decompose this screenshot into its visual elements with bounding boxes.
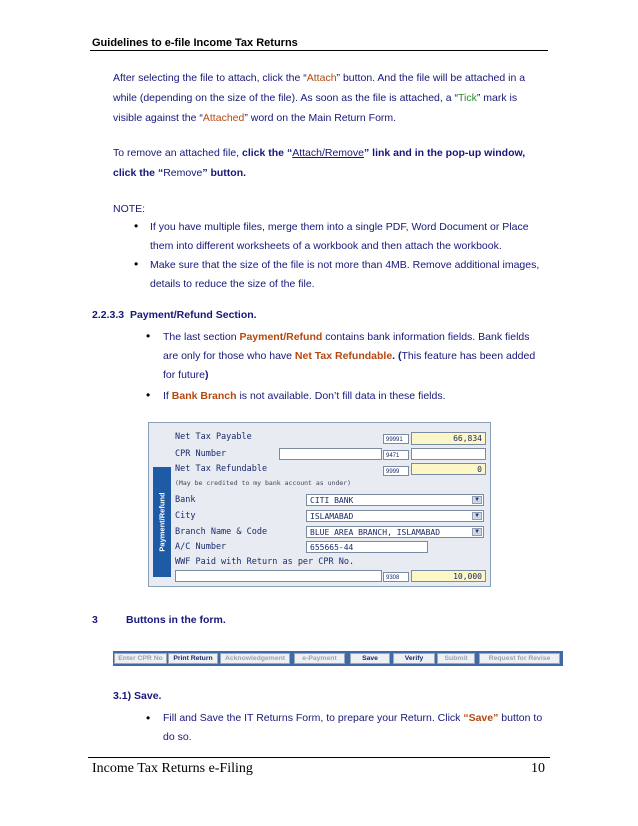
section-bullet1-line2: are only for those who have Net Tax Refundable. (This feature has been added xyxy=(163,350,536,362)
bullet: • xyxy=(146,711,151,725)
net-tax-refundable-field[interactable]: 0 xyxy=(411,463,486,475)
code-net-tax-refundable: 9999 xyxy=(383,466,409,476)
save-button[interactable]: Save xyxy=(350,653,390,664)
acknowledgement-button[interactable]: Acknowledgement xyxy=(220,653,290,664)
wwf-cpr-field[interactable] xyxy=(175,570,382,582)
section3-title: Buttons in the form. xyxy=(126,614,226,626)
print-return-button[interactable]: Print Return xyxy=(168,653,218,664)
label-bank: Bank xyxy=(175,495,196,505)
chevron-down-icon: ▼ xyxy=(472,512,482,520)
label-account-number: A/C Number xyxy=(175,542,227,552)
label-cpr-number: CPR Number xyxy=(175,449,227,459)
cpr-number-field[interactable] xyxy=(279,448,382,460)
section-bullet1-line3: for future) xyxy=(163,369,209,381)
code-cpr: 9471 xyxy=(383,450,409,460)
account-number-field[interactable]: 655665-44 xyxy=(306,541,428,553)
page-header-title: Guidelines to e-file Income Tax Returns xyxy=(92,37,298,49)
bullet: • xyxy=(146,329,151,343)
bullet: • xyxy=(134,257,139,271)
note-bullet2-line1: Make sure that the size of the file is not more than 4MB. Remove additional images, xyxy=(150,259,540,271)
chevron-down-icon: ▼ xyxy=(472,528,482,536)
net-tax-payable-field[interactable]: 66,834 xyxy=(411,432,486,445)
submit-button[interactable]: Submit xyxy=(437,653,475,664)
save-line2: do so. xyxy=(163,731,192,743)
request-for-revise-button[interactable]: Request for Revise xyxy=(479,653,560,664)
label-branch: Branch Name & Code xyxy=(175,527,268,537)
label-city: City xyxy=(175,511,196,521)
code-net-tax-payable: 99991 xyxy=(383,434,409,444)
payment-refund-tab: Payment/Refund xyxy=(153,467,171,577)
bullet: • xyxy=(134,219,139,233)
e-payment-button[interactable]: e-Payment xyxy=(294,653,345,664)
enter-cpr-button[interactable]: Enter CPR No xyxy=(114,653,167,664)
chevron-down-icon: ▼ xyxy=(472,496,482,504)
para1-line3: visible against the “Attached” word on the Main Return Form. xyxy=(113,112,397,124)
note-bullet1-line1: If you have multiple files, merge them into a single PDF, Word Document or Place xyxy=(150,221,529,233)
label-may-credit: (May be credited to my bank account as under) xyxy=(175,479,352,487)
label-net-tax-refundable: Net Tax Refundable xyxy=(175,464,268,474)
label-net-tax-payable: Net Tax Payable xyxy=(175,432,252,442)
para1-line2: while (depending on the size of the file). As soon as the file is attached, a “Tick” mark is xyxy=(113,92,518,104)
section-bullet1-line1: The last section Payment/Refund contains bank information fields. Bank fields xyxy=(163,331,530,343)
para1-line1: After selecting the file to attach, click the “Attach” button. And the file will be attached in a xyxy=(113,72,526,84)
footer-divider xyxy=(88,757,550,758)
payment-refund-form xyxy=(148,422,491,587)
branch-select[interactable]: BLUE AREA BRANCH, ISLAMABAD ▼ xyxy=(306,526,484,538)
note-bullet1-line2: them into different worksheets of a workbook and then attach the workbook. xyxy=(150,240,502,252)
page-number: 10 xyxy=(531,761,545,776)
save-line1: Fill and Save the IT Returns Form, to prepare your Return. Click “Save” button to xyxy=(163,712,543,724)
bank-select[interactable]: CITI BANK ▼ xyxy=(306,494,484,506)
save-section-title: 3.1) Save. xyxy=(113,690,162,702)
para2-line1: To remove an attached file, click the “Attach/Remove” link and in the pop-up window, xyxy=(113,147,526,159)
city-select[interactable]: ISLAMABAD ▼ xyxy=(306,510,484,522)
section3-number: 3 xyxy=(92,614,98,626)
code-wwf: 9308 xyxy=(383,572,409,582)
label-wwf: WWF Paid with Return as per CPR No. xyxy=(175,557,355,567)
header-divider xyxy=(90,50,548,51)
bullet: • xyxy=(146,388,151,402)
footer-title: Income Tax Returns e-Filing xyxy=(92,761,253,776)
para2-line2: click the “Remove” button. xyxy=(113,167,247,179)
verify-button[interactable]: Verify xyxy=(393,653,435,664)
form-button-bar xyxy=(113,651,563,666)
attach-remove-link[interactable]: Attach/Remove xyxy=(292,147,364,159)
wwf-amount-field[interactable]: 10,000 xyxy=(411,570,486,582)
section-bullet2: If Bank Branch is not available. Don’t fill data in these fields. xyxy=(163,390,446,402)
note-bullet2-line2: details to reduce the size of the file. xyxy=(150,278,315,290)
note-label: NOTE: xyxy=(113,203,146,215)
cpr-amount-field[interactable] xyxy=(411,448,486,460)
section-heading: 2.2.3.3 Payment/Refund Section. xyxy=(92,309,257,321)
